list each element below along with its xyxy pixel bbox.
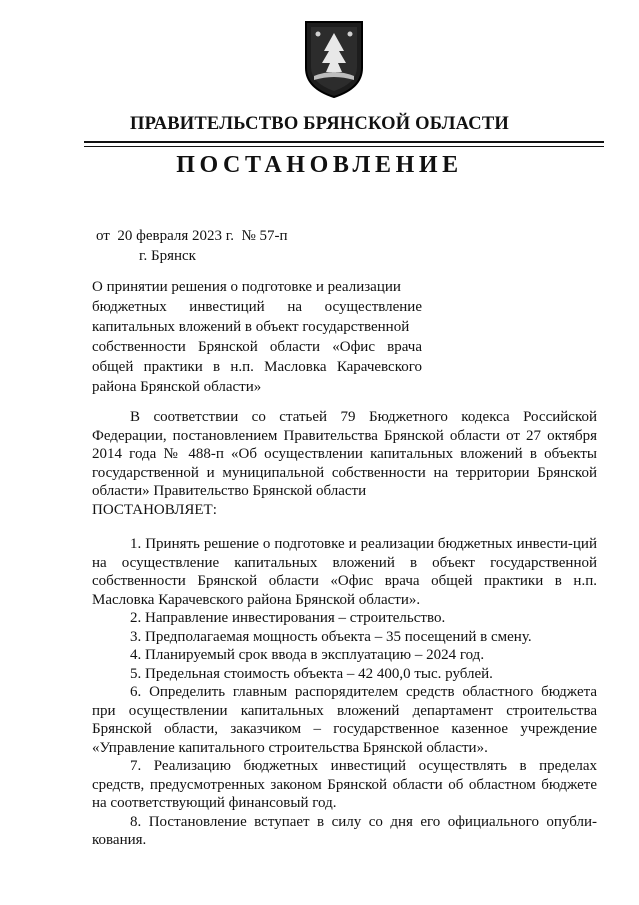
- document-type-title: ПОСТАНОВЛЕНИЕ: [176, 152, 463, 178]
- decree-subject: [92, 277, 422, 397]
- preamble-paragraph: В соответствии со статьей 79 Бюджетного кодекса Российской Федерации, постановлением Правительства Брянской области от 27 октября 2014 года № 488-п «Об осуществлении капитальных вложений в объекты государственной и муниципальной собственности на территории Брянской области» Правительство Брянской области: [92, 409, 597, 499]
- decree-item: 7. Реализацию бюджетных инвестиций осуществлять в пределах средств, предусмотренных законом Брянской области об областном бюджете на соответствующий финансовый год.: [92, 758, 597, 811]
- decree-item: 8. Постановление вступает в силу со дня его официального опубли-кования.: [92, 813, 597, 848]
- decree-item: 3. Предполагаемая мощность объекта – 35 посещений в смену.: [130, 628, 532, 645]
- decree-item: 6. Определить главным распорядителем средств областного бюджета при осуществлении капитальных вложений департамент строительства Брянской области, заказчиком – государственное казенное учреждение «Управление капитального строительства Брянской области».: [92, 684, 597, 756]
- decree-item: 1. Принять решение о подготовке и реализации бюджетных инвести-ций на осуществление капитальных вложений в объект государственной собственности Брянской области «Офис врача общей практики в н.п. Масловка Карачевского района Брянской области».: [92, 536, 597, 608]
- subject-line: собственности Брянской области «Офис врача: [92, 339, 422, 355]
- government-title: ПРАВИТЕЛЬСТВО БРЯНСКОЙ ОБЛАСТИ: [129, 114, 509, 134]
- subject-line: района Брянской области»: [92, 379, 262, 395]
- header-rule-thick: [84, 141, 604, 143]
- decree-item: 4. Планируемый срок ввода в эксплуатацию – 2024 год.: [130, 647, 485, 663]
- subject-line: О принятии решения о подготовке и реализации: [92, 279, 401, 295]
- subject-line: бюджетных инвестиций на осуществление: [92, 299, 422, 315]
- coat-of-arms-icon: [300, 18, 368, 100]
- city: г. Брянск: [139, 248, 196, 264]
- subject-line: общей практики в н.п. Масловка Карачевского: [92, 359, 422, 375]
- date-and-number: от 20 февраля 2023 г. № 57-п: [96, 228, 288, 244]
- decree-item: 2. Направление инвестирования – строительство.: [130, 610, 446, 626]
- decree-items: [92, 535, 597, 850]
- decree-item: 5. Предельная стоимость объекта – 42 400,0 тыс. рублей.: [130, 665, 493, 682]
- subject-line: капитальных вложений в объект государственной: [92, 319, 410, 335]
- decree-body: [92, 408, 597, 850]
- header-rule-thin: [84, 146, 604, 147]
- resolves-heading: ПОСТАНОВЛЯЕТ:: [92, 501, 217, 518]
